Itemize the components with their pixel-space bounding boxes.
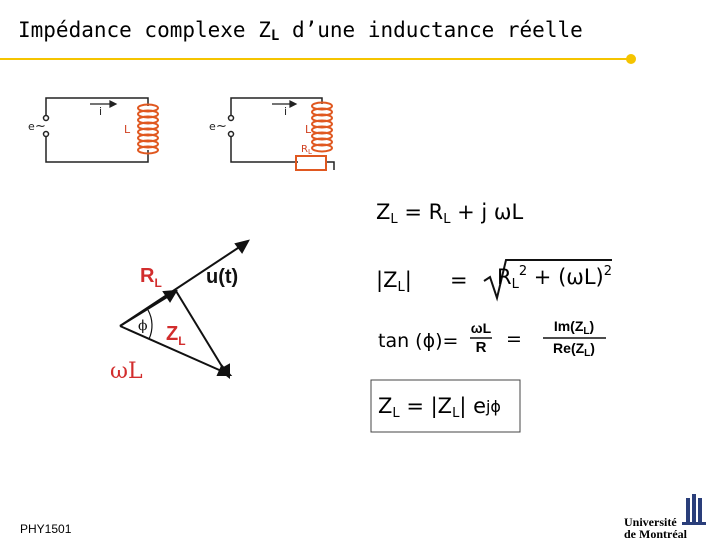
page-title: Impédance complexe $Z_L$ d’une inductance réelle (18, 18, 583, 44)
ac-source-left-icon: ~ (35, 119, 46, 134)
ac-source-right-icon: ~ (216, 119, 227, 134)
source-label-right: e (209, 120, 216, 133)
circuit-left (44, 98, 149, 162)
inductor-label-right: L (305, 123, 312, 136)
phi-angle-arc-icon (148, 310, 152, 339)
equation-polar-form: $Z_L = |Z_L|$ ejϕ (378, 394, 501, 421)
university-name (624, 516, 687, 540)
course-code: PHY1501 (20, 522, 72, 536)
university-name-line2: de Montréal (624, 527, 687, 541)
inductor-right-icon (312, 103, 332, 152)
equation-modulus-rhs: $R_L^2 + (\omega L)^2$ (497, 264, 613, 292)
current-label-right: i (284, 105, 288, 118)
phasor-wl-arrow (176, 291, 226, 373)
phasor-rl-label: $R_L$ (140, 265, 162, 290)
university-name-line1: Université (624, 515, 677, 529)
equation-tan-denominator: R (475, 339, 487, 356)
current-arrow-left-icon (90, 101, 116, 107)
phasor-u-arrowhead-icon (236, 241, 248, 252)
source-label-left: e (28, 120, 35, 133)
equation-tan-numerator-2: $Im(Z_L)$ (553, 318, 595, 337)
resistor-right-icon (296, 156, 326, 170)
phasor-diagram (120, 241, 248, 377)
equation-modulus-lhs: $|Z_L|$ (376, 268, 412, 295)
equation-tan-denominator-2: $Re(Z_L)$ (553, 340, 595, 359)
equation-tan-equals: = (506, 328, 522, 350)
inductor-label-left: L (124, 123, 131, 136)
phasor-zl-label: $Z_L$ (166, 323, 186, 348)
equation-tan-lhs: tan (ϕ)= (378, 330, 459, 352)
phasor-wl-label: ωL (110, 359, 143, 384)
inductor-left-icon (138, 105, 158, 154)
resistor-label-right: $R_L$ (301, 144, 312, 156)
phasor-phi-label: ϕ (138, 318, 148, 334)
equation-modulus-equals: = (450, 268, 468, 292)
phasor-rl-arrowhead-icon (164, 291, 176, 301)
current-label-left: i (99, 105, 103, 118)
equation-impedance: $Z_L = R_L + j$ ωL (376, 200, 524, 227)
equation-tan-numerator: ωL (470, 320, 492, 336)
phasor-u-label: u(t) (206, 266, 239, 288)
